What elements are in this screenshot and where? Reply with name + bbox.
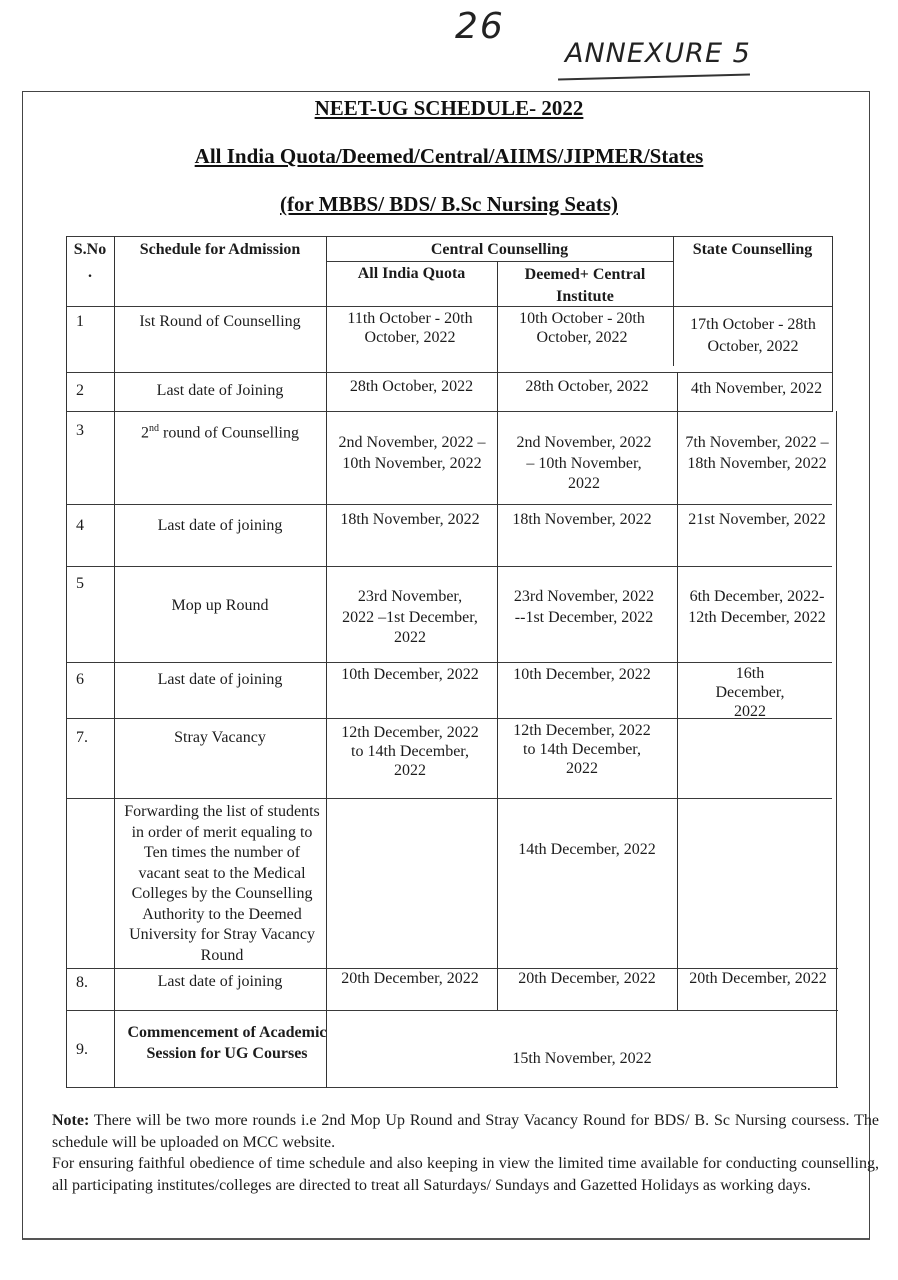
- column-divider: [677, 372, 678, 1010]
- row-sno: 1: [76, 313, 84, 330]
- row-aiq-date: 12th December, 2022 to 14th December, 2022: [341, 724, 479, 779]
- row-sno: 3: [76, 422, 84, 439]
- row-state-date: 21st November, 2022: [688, 511, 826, 528]
- header-sno-label: S.No: [73, 241, 107, 258]
- row-aiq-date: 10th December, 2022: [341, 666, 479, 683]
- row-schedule: Commencement of Academic Session for UG Courses: [127, 1024, 327, 1062]
- notes-section: [52, 1110, 879, 1196]
- row-divider: [66, 306, 832, 307]
- row-schedule: [114, 419, 326, 442]
- annexure-underline: [558, 73, 750, 80]
- note-paragraph: For ensuring faithful obedience of time schedule and also keeping in view the limited time available for conducting counselling, all participating institutes/colleges are directed to treat all Saturdays/ Sundays and Gazetted Holidays as working days.: [52, 1155, 879, 1194]
- note-label: Note:: [52, 1112, 90, 1129]
- row-divider: [66, 504, 832, 505]
- header-sno-dot: .: [88, 264, 92, 281]
- header-all-india-quota: All India Quota: [357, 265, 466, 282]
- header-subdivider: [326, 261, 673, 262]
- row-state-date: 4th November, 2022: [690, 380, 823, 397]
- row-sno: 2: [76, 382, 84, 399]
- row-deemed-date: 23rd November, 2022 --1st December, 2022: [513, 588, 655, 626]
- row-aiq-date: 18th November, 2022: [340, 511, 480, 528]
- row-deemed-date: 10th December, 2022: [513, 666, 651, 683]
- row-divider: [66, 1010, 838, 1011]
- column-divider: [497, 261, 498, 1010]
- ordinal-suffix: nd: [149, 423, 159, 434]
- document-subtitle-quota: All India Quota/Deemed/Central/AIIMS/JIPMER/States: [194, 144, 704, 168]
- table-border-bottom: [66, 1087, 838, 1088]
- row-sno: 7.: [76, 729, 88, 746]
- note-paragraph: [52, 1110, 879, 1153]
- header-schedule: Schedule for Admission: [139, 241, 301, 258]
- row-deemed-date: 14th December, 2022: [518, 841, 656, 858]
- row-sno: 6: [76, 671, 84, 688]
- row-divider: [66, 798, 832, 799]
- row-schedule: Ist Round of Counselling: [139, 313, 301, 330]
- header-central-counselling: Central Counselling: [430, 241, 569, 258]
- row-state-date: 6th December, 2022- 12th December, 2022: [688, 588, 826, 626]
- row-schedule: Stray Vacancy: [174, 729, 266, 746]
- document-title: NEET-UG SCHEDULE- 2022: [314, 96, 584, 120]
- row-deemed-date: 28th October, 2022: [525, 378, 649, 395]
- row-aiq-date: 23rd November, 2022 –1st December, 2022: [342, 588, 478, 646]
- row-sno: 4: [76, 517, 84, 534]
- row-schedule-text: round of Counselling: [159, 424, 299, 442]
- row-state-date: 17th October - 28th October, 2022: [690, 316, 816, 355]
- row-divider: [66, 566, 832, 567]
- column-divider: [114, 236, 115, 1088]
- row-aiq-date: 20th December, 2022: [341, 970, 479, 987]
- row-state-date: 20th December, 2022: [689, 970, 827, 987]
- document-subtitle-seats: (for MBBS/ BDS/ B.Sc Nursing Seats): [280, 192, 618, 216]
- row-sno: 5: [76, 575, 84, 592]
- header-state-counselling: State Counselling: [692, 241, 813, 258]
- row-deemed-date: 2nd November, 2022 – 10th November, 2022: [516, 434, 652, 492]
- row-state-date: 7th November, 2022 –18th November, 2022: [685, 434, 829, 472]
- table-border-left: [66, 236, 67, 1088]
- row-deemed-date: 20th December, 2022: [518, 970, 656, 987]
- row-aiq-date: 11th October - 20th October, 2022: [347, 310, 473, 346]
- row-schedule: Last date of joining: [157, 973, 283, 990]
- column-divider: [326, 236, 327, 1088]
- row-merged-date: 15th November, 2022: [512, 1050, 652, 1067]
- table-border-top: [66, 236, 832, 237]
- row-sno: 9.: [76, 1041, 88, 1058]
- row-schedule: Forwarding the list of students in order of merit equaling to Ten times the number of vacant seat to the Medical Colleges by the Counselling Authority to the Deemed University for Stray Vacancy Round: [124, 803, 320, 964]
- row-schedule: Last date of Joining: [156, 382, 284, 399]
- row-aiq-date: 28th October, 2022: [349, 378, 474, 395]
- row-state-date: 16th December, 2022: [715, 665, 785, 720]
- row-schedule: Last date of joining: [157, 517, 283, 534]
- row-sno: 8.: [76, 974, 88, 991]
- row-deemed-date: 10th October - 20th October, 2022: [519, 310, 645, 346]
- handwritten-page-number: 26: [455, 6, 505, 47]
- header-sno: [66, 240, 114, 282]
- row-schedule: Mop up Round: [171, 597, 269, 614]
- ordinal-number: 2: [141, 424, 149, 442]
- row-deemed-date: 12th December, 2022 to 14th December, 2022: [513, 722, 651, 777]
- note-text: There will be two more rounds i.e 2nd Mop Up Round and Stray Vacancy Round for BDS/ B. Sc Nursing coursess. The schedule will be uploaded on MCC website.: [52, 1112, 880, 1151]
- handwritten-annexure-label: ANNEXURE 5: [565, 38, 751, 69]
- header-deemed-central: Deemed+ Central Institute: [524, 266, 646, 305]
- row-schedule: Last date of joining: [157, 671, 283, 688]
- row-divider: [66, 411, 832, 412]
- row-deemed-date: 18th November, 2022: [512, 511, 652, 528]
- row-aiq-date: 2nd November, 2022 – 10th November, 2022: [338, 434, 486, 472]
- row-divider: [66, 372, 832, 373]
